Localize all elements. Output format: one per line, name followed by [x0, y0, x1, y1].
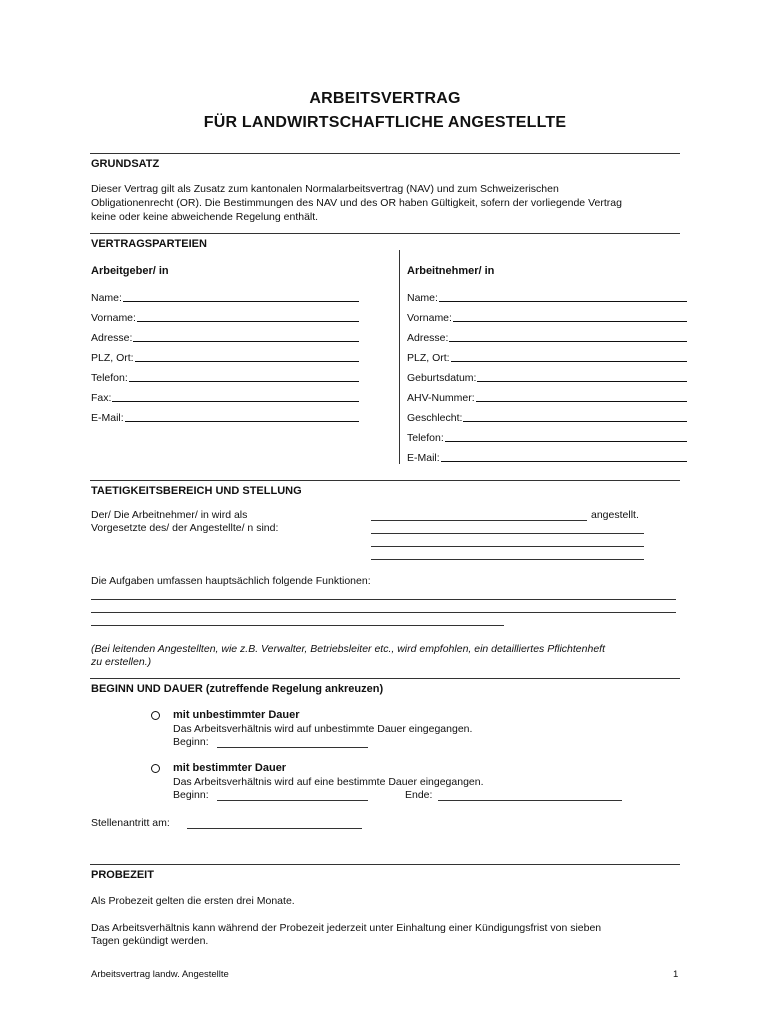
- vorgesetzte-input-2[interactable]: [371, 546, 644, 547]
- pflichtenheft-note-2: zu erstellen.): [91, 656, 152, 668]
- bestimmte-beginn-label: Beginn:: [173, 789, 209, 801]
- arbeitnehmer-vorname-field[interactable]: [407, 310, 687, 324]
- field-label: Vorname:: [407, 312, 452, 324]
- field-label: Vorname:: [91, 312, 136, 324]
- divider: [90, 233, 680, 234]
- bestimmte-ende-input[interactable]: [438, 800, 622, 801]
- field-label: AHV-Nummer:: [407, 392, 475, 404]
- probezeit-line-2: Das Arbeitsverhältnis kann während der Probezeit jederzeit unter Einhaltung einer Kündigungsfrist von sieben: [91, 922, 602, 934]
- stellenantritt-input[interactable]: [187, 828, 362, 829]
- funktionen-input-2[interactable]: [91, 612, 676, 613]
- divider: [90, 480, 680, 481]
- taetigkeit-heading: TAETIGKEITSBEREICH UND STELLUNG: [91, 485, 302, 497]
- stellung-input[interactable]: [371, 520, 587, 521]
- funktionen-label: Die Aufgaben umfassen hauptsächlich folgende Funktionen:: [91, 575, 371, 587]
- field-label: Fax:: [91, 392, 112, 404]
- field-label: PLZ, Ort:: [91, 352, 134, 364]
- bestimmte-ende-label: Ende:: [405, 789, 433, 801]
- arbeitgeber-plz-ort-field[interactable]: [91, 350, 359, 364]
- divider: [90, 678, 680, 679]
- bestimmte-dauer-radio[interactable]: [151, 764, 160, 773]
- arbeitgeber-email-field[interactable]: [91, 410, 359, 424]
- bestimmte-dauer-text: Das Arbeitsverhältnis wird auf eine bestimmte Dauer eingegangen.: [173, 776, 484, 788]
- angestellt-label: angestellt.: [591, 509, 639, 521]
- unbestimmte-beginn-label: Beginn:: [173, 736, 209, 748]
- arbeitnehmer-geburtsdatum-field[interactable]: [407, 370, 687, 384]
- bestimmte-beginn-input[interactable]: [217, 800, 368, 801]
- taetigkeit-line-1: Der/ Die Arbeitnehmer/ in wird als: [91, 509, 248, 521]
- probezeit-line-1: Als Probezeit gelten die ersten drei Monate.: [91, 895, 295, 907]
- grundsatz-line-2: Obligationenrecht (OR). Die Bestimmungen des NAV und des OR haben Gültigkeit, sofern der vorliegende Vertrag: [91, 197, 622, 209]
- arbeitnehmer-plz-ort-field[interactable]: [407, 350, 687, 364]
- column-divider: [399, 250, 400, 464]
- field-label: Geschlecht:: [407, 412, 463, 424]
- arbeitgeber-name-field[interactable]: [91, 290, 359, 304]
- divider: [90, 153, 680, 154]
- arbeitnehmer-geschlecht-field[interactable]: [407, 410, 687, 424]
- arbeitgeber-heading: Arbeitgeber/ in: [91, 265, 169, 277]
- arbeitgeber-telefon-field[interactable]: [91, 370, 359, 384]
- taetigkeit-line-2: Vorgesetzte des/ der Angestellte/ n sind:: [91, 522, 279, 534]
- arbeitgeber-adresse-field[interactable]: [91, 330, 359, 344]
- vorgesetzte-input-1[interactable]: [371, 533, 644, 534]
- probezeit-line-3: Tagen gekündigt werden.: [91, 935, 209, 947]
- field-label: E-Mail:: [407, 452, 440, 464]
- arbeitnehmer-email-field[interactable]: [407, 450, 687, 464]
- arbeitgeber-fax-field[interactable]: [91, 390, 359, 404]
- unbestimmte-dauer-label: mit unbestimmter Dauer: [173, 709, 300, 721]
- grundsatz-line-1: Dieser Vertrag gilt als Zusatz zum kantonalen Normalarbeitsvertrag (NAV) und zum Schweizerischen: [91, 183, 559, 195]
- arbeitnehmer-adresse-field[interactable]: [407, 330, 687, 344]
- funktionen-input-3[interactable]: [91, 625, 504, 626]
- divider: [90, 864, 680, 865]
- funktionen-input-1[interactable]: [91, 599, 676, 600]
- beginn-heading: BEGINN UND DAUER (zutreffende Regelung ankreuzen): [91, 683, 384, 695]
- pflichtenheft-note-1: (Bei leitenden Angestellten, wie z.B. Verwalter, Betriebsleiter etc., wird empfohlen, ein detailliertes Pflichtenheft: [91, 643, 605, 655]
- probezeit-heading: PROBEZEIT: [91, 869, 154, 881]
- grundsatz-heading: GRUNDSATZ: [91, 158, 160, 170]
- unbestimmte-dauer-text: Das Arbeitsverhältnis wird auf unbestimmte Dauer eingegangen.: [173, 723, 473, 735]
- page-number: 1: [673, 969, 679, 980]
- parteien-heading: VERTRAGSPARTEIEN: [91, 238, 207, 250]
- field-label: Geburtsdatum:: [407, 372, 477, 384]
- unbestimmte-beginn-input[interactable]: [217, 747, 368, 748]
- arbeitnehmer-name-field[interactable]: [407, 290, 687, 304]
- field-label: Telefon:: [91, 372, 128, 384]
- vorgesetzte-input-3[interactable]: [371, 559, 644, 560]
- field-label: Name:: [91, 292, 122, 304]
- field-label: E-Mail:: [91, 412, 124, 424]
- bestimmte-dauer-label: mit bestimmter Dauer: [173, 762, 287, 774]
- arbeitnehmer-telefon-field[interactable]: [407, 430, 687, 444]
- field-label: Telefon:: [407, 432, 444, 444]
- field-label: Name:: [407, 292, 438, 304]
- footer-text: Arbeitsvertrag landw. Angestellte: [91, 969, 229, 980]
- unbestimmte-dauer-radio[interactable]: [151, 711, 160, 720]
- field-label: PLZ, Ort:: [407, 352, 450, 364]
- arbeitgeber-vorname-field[interactable]: [91, 310, 359, 324]
- arbeitnehmer-heading: Arbeitnehmer/ in: [407, 265, 495, 277]
- stellenantritt-label: Stellenantritt am:: [91, 817, 170, 829]
- field-label: Adresse:: [91, 332, 133, 344]
- grundsatz-line-3: keine oder keine abweichende Regelung enthält.: [91, 211, 319, 223]
- document-subtitle: FÜR LANDWIRTSCHAFTLICHE ANGESTELLTE: [203, 114, 567, 131]
- field-label: Adresse:: [407, 332, 449, 344]
- arbeitnehmer-ahv-field[interactable]: [407, 390, 687, 404]
- document-title: ARBEITSVERTRAG: [309, 90, 461, 107]
